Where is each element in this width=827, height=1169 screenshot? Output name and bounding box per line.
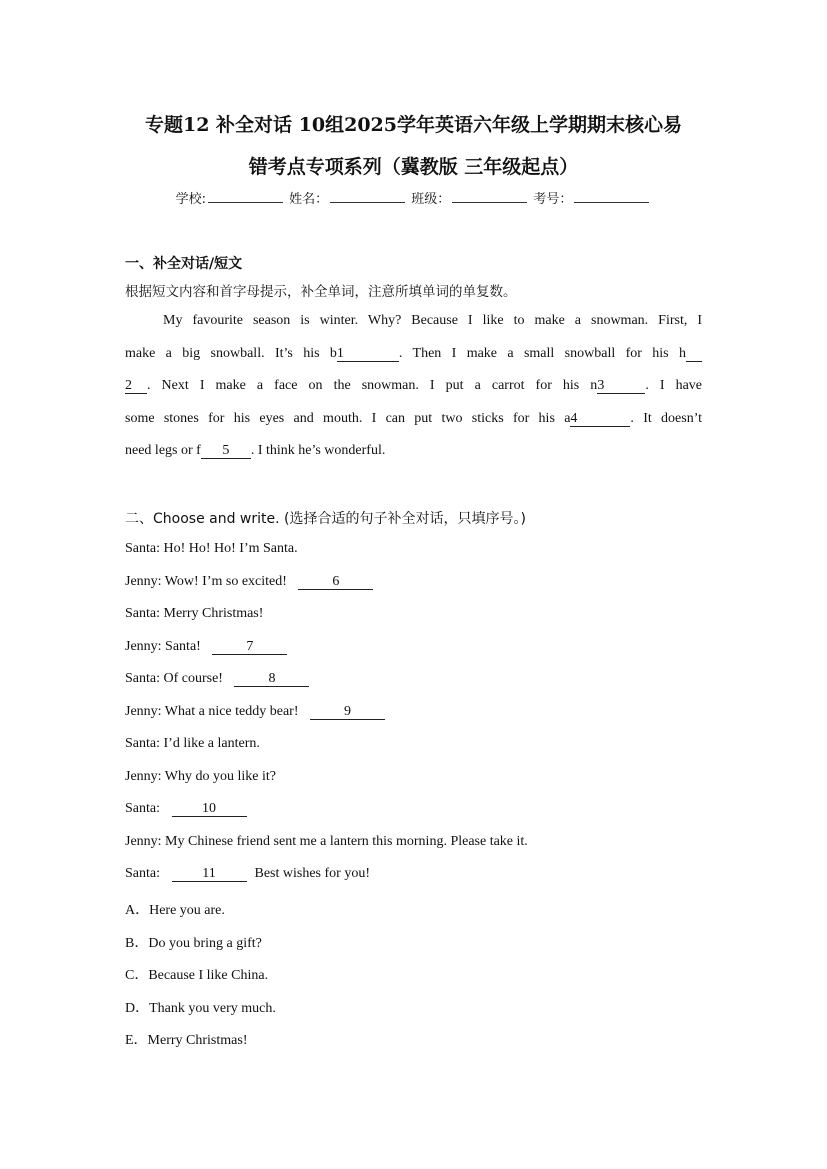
class-label: 班级： bbox=[411, 192, 451, 207]
dialog-text: Jenny: Wow! I’m so excited! bbox=[125, 573, 287, 589]
dialog-line bbox=[125, 866, 702, 882]
passage-text: My favourite season is winter. Why? Because I like to make a snowman. First, I bbox=[163, 313, 702, 328]
option-d: D．Thank you very much. bbox=[125, 1000, 276, 1016]
dialog-text: Santa: Merry Christmas! bbox=[125, 606, 264, 621]
school-field[interactable] bbox=[208, 190, 283, 203]
dialog-line bbox=[125, 704, 702, 720]
option-e: E．Merry Christmas! bbox=[125, 1033, 248, 1048]
passage-text: need legs or f bbox=[125, 443, 201, 458]
passage-text: . Next I make a face on the snowman. I put a carrot for his n bbox=[147, 378, 598, 393]
dialog-text: Santa: I’d like a lantern. bbox=[125, 736, 260, 751]
title-line-1: 专题12 补全对话 10组2025学年英语六年级上学期期末核心易 bbox=[145, 114, 682, 136]
option-c: C．Because I like China. bbox=[125, 968, 269, 983]
answer-blank-9[interactable]: 9 bbox=[310, 705, 385, 720]
answer-blank-5[interactable]: 5 bbox=[201, 444, 251, 459]
dialog-line bbox=[125, 736, 702, 752]
dialog-text: Jenny: My Chinese friend sent me a lantern this morning. Please take it. bbox=[125, 833, 528, 849]
passage-text: some stones for his eyes and mouth. I can put two sticks for his a bbox=[125, 410, 571, 426]
passage-text: . Then I make a small snowball for his h bbox=[398, 345, 686, 361]
passage-text: . I think he’s wonderful. bbox=[250, 443, 386, 458]
dialog-line bbox=[125, 801, 702, 817]
dialog-text-after: Best wishes for you! bbox=[254, 866, 370, 881]
answer-blank-4[interactable]: 4 bbox=[570, 412, 630, 427]
passage-line bbox=[125, 378, 702, 394]
dialog-text: Santa: bbox=[125, 866, 160, 881]
answer-blank-11[interactable]: 11 bbox=[172, 867, 247, 882]
dialog-text: Jenny: Santa! bbox=[125, 638, 201, 654]
answer-blank-6[interactable]: 6 bbox=[298, 575, 373, 590]
dialog-text: Santa: Ho! Ho! Ho! I’m Santa. bbox=[125, 541, 298, 556]
school-label: 学校: bbox=[175, 192, 206, 207]
dialog-line bbox=[125, 606, 702, 622]
answer-blank-1[interactable]: 1 bbox=[337, 347, 399, 362]
answer-blank-7[interactable]: 7 bbox=[212, 640, 287, 655]
section2-heading: 二、Choose and write. (选择合适的句子补全对话，只填序号。) bbox=[125, 511, 526, 527]
option-a: A．Here you are. bbox=[125, 903, 225, 918]
number-field[interactable] bbox=[574, 190, 649, 203]
passage-line bbox=[125, 346, 702, 362]
section1-instruction: 根据短文内容和首字母提示，补全单词，注意所填单词的单复数。 bbox=[125, 284, 517, 300]
dialog-text: Santa: Of course! bbox=[125, 671, 223, 686]
passage-text: . It doesn’t bbox=[630, 410, 703, 426]
dialog-text: Jenny: Why do you like it? bbox=[125, 768, 276, 784]
passage-line bbox=[163, 313, 702, 329]
number-label: 考号： bbox=[533, 192, 573, 207]
dialog-line bbox=[125, 834, 702, 850]
passage-text: make a big snowball. It’s his b bbox=[125, 345, 337, 361]
passage-text: . I have bbox=[645, 378, 703, 393]
dialog-line bbox=[125, 541, 702, 557]
dialog-text: Santa: bbox=[125, 801, 160, 816]
dialog-text: Jenny: What a nice teddy bear! bbox=[125, 703, 299, 719]
title-line-2: 错考点专项系列（冀教版 三年级起点） bbox=[248, 156, 579, 178]
name-label: 姓名： bbox=[289, 192, 329, 207]
dialog-line bbox=[125, 639, 702, 655]
dialog-line bbox=[125, 574, 702, 590]
answer-blank-2-start[interactable] bbox=[686, 347, 702, 362]
name-field[interactable] bbox=[330, 190, 405, 203]
answer-blank-8[interactable]: 8 bbox=[234, 672, 309, 687]
section1-heading: 一、补全对话/短文 bbox=[125, 256, 243, 272]
answer-blank-10[interactable]: 10 bbox=[172, 802, 247, 817]
option-b: B．Do you bring a gift? bbox=[125, 935, 262, 951]
passage-line bbox=[125, 411, 702, 427]
passage-line bbox=[125, 443, 702, 459]
student-info bbox=[0, 188, 827, 207]
dialog-line bbox=[125, 769, 702, 785]
dialog-line bbox=[125, 671, 702, 687]
answer-blank-3[interactable]: 3 bbox=[597, 379, 645, 394]
answer-blank-2[interactable]: 2 bbox=[125, 379, 147, 394]
class-field[interactable] bbox=[452, 190, 527, 203]
